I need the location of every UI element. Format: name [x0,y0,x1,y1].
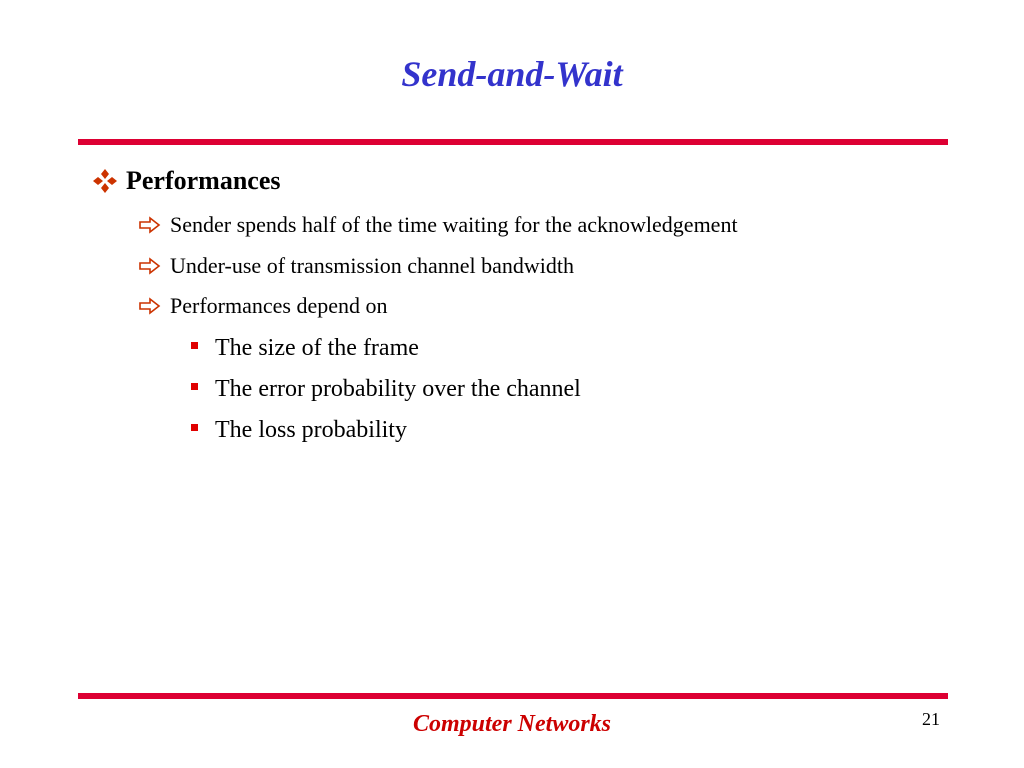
point-text: Under-use of transmission channel bandwidth [170,253,575,278]
red-square-bullet-icon [191,383,198,390]
outline-arrow-right-icon [138,216,162,234]
four-diamond-bullet-icon [92,168,118,194]
red-square-bullet-icon [191,342,198,349]
bottom-divider [78,693,948,699]
subpoint-text: The loss probability [215,416,407,443]
red-square-bullet-icon [191,424,198,431]
top-divider [78,139,948,145]
subpoint-item [191,373,581,405]
point-text: Performances depend on [170,293,388,318]
subpoint-text: The error probability over the channel [215,375,581,402]
outline-arrow-right-icon [138,297,162,315]
outline-arrow-right-icon [138,257,162,275]
slide-title: Send-and-Wait [401,54,623,94]
point-item [138,250,574,282]
subpoint-item [191,332,419,364]
point-item [138,209,738,241]
subpoint-text: The size of the frame [215,334,419,361]
point-text: Sender spends half of the time waiting for the acknowledgement [170,212,738,237]
heading-text: Performances [126,166,281,195]
subpoint-item [191,414,407,446]
footer-course-title: Computer Networks [412,711,612,737]
point-item [138,290,387,322]
heading-item [92,163,280,199]
page-number: 21 [922,709,940,729]
